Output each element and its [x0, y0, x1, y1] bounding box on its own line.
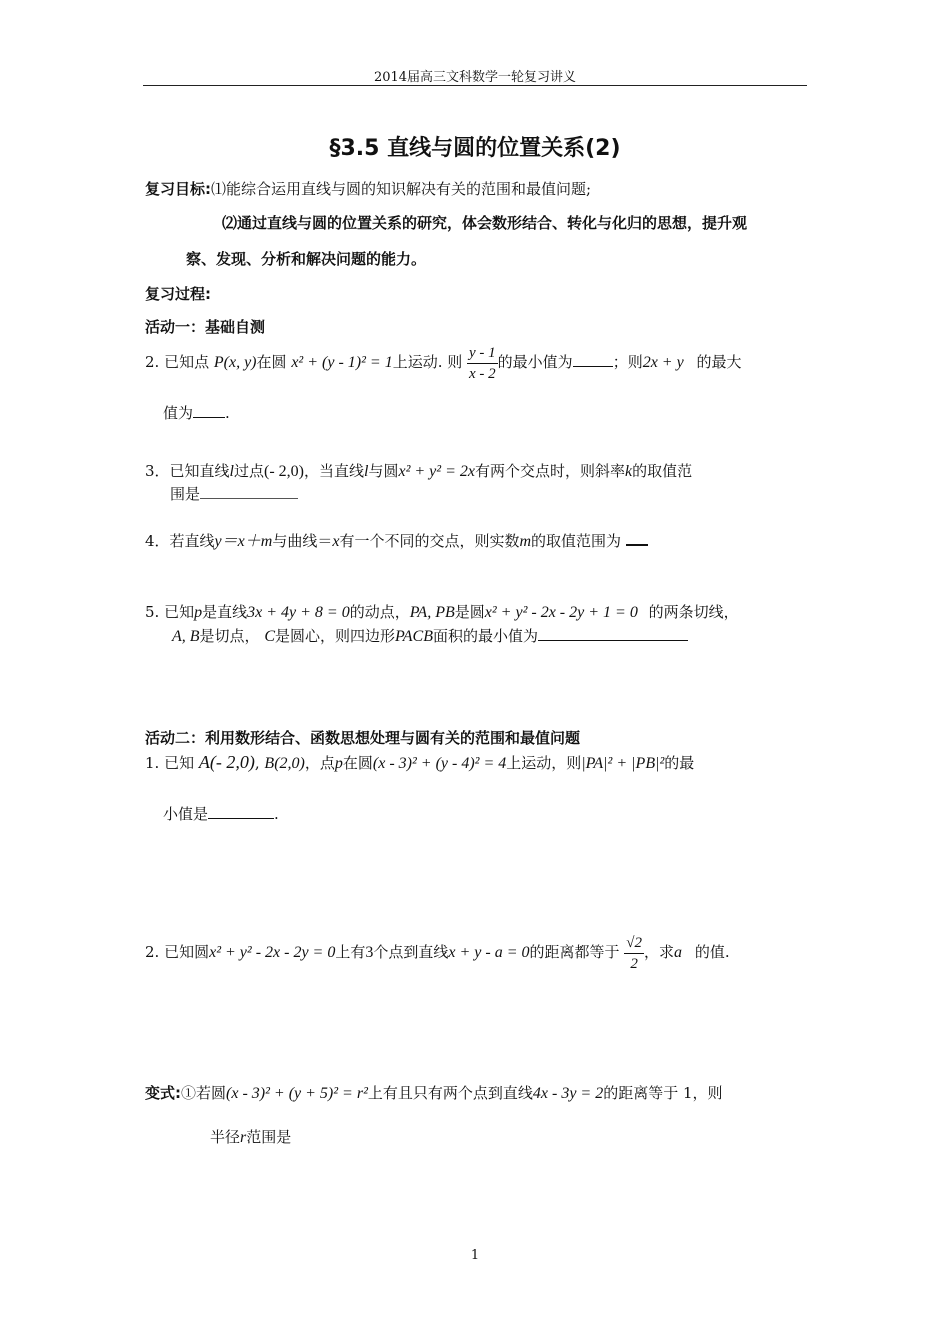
math-line: x + y - a = 0 — [448, 944, 530, 961]
fraction-numerator: √2 — [624, 933, 644, 954]
fraction-numerator: y - 1 — [467, 343, 498, 364]
math-line: 3x + 4y + 8 = 0 — [247, 604, 350, 621]
text: 5. 已知 — [145, 603, 195, 621]
math-quad: PACB — [395, 628, 433, 645]
math-var: a — [674, 944, 683, 961]
act1-problem-5 — [145, 601, 739, 622]
page-title: §3.5 直线与圆的位置关系(2) — [329, 136, 621, 161]
answer-blank[interactable] — [200, 484, 298, 499]
text: 与圆 — [368, 462, 399, 480]
text: 面积的最小值为 — [432, 627, 538, 645]
math-circle: x² + y² - 2x - 2y = 0 — [209, 944, 336, 961]
text: . — [225, 404, 230, 422]
text: 1. 已知 — [145, 754, 195, 772]
fraction-denominator: x - 2 — [469, 365, 496, 382]
act2-problem-2 — [145, 930, 730, 975]
act1-problem-2-cont — [163, 402, 230, 423]
text: 的最 — [664, 754, 695, 772]
text: 2. 已知点 — [145, 353, 210, 371]
math-line: 4x - 3y = 2 — [532, 1085, 604, 1102]
text: 个点到直线 — [373, 943, 449, 961]
act1-problem-2 — [145, 340, 742, 385]
math-var: x — [332, 533, 340, 550]
activity-2-title: 活动二：利用数形结合、函数思想处理与圆有关的范围和最值问题 — [145, 729, 581, 747]
text: 与曲线＝ — [272, 532, 333, 550]
math-point: (- 2,0) — [264, 463, 304, 480]
text: 4．若直线 — [145, 532, 215, 550]
text: 2. 已知圆 — [145, 943, 210, 961]
text: 的距离等于 1，则 — [603, 1084, 723, 1102]
math-number: 3 — [365, 944, 374, 961]
math-circle: x² + y² - 2x - 2y + 1 = 0 — [484, 604, 638, 621]
text: 上有 — [335, 943, 366, 961]
act2-problem-1-cont — [163, 803, 279, 824]
math-expression: |PA|² + |PB|² — [581, 755, 665, 772]
text: ①若圆 — [181, 1084, 227, 1102]
answer-blank[interactable] — [208, 804, 274, 819]
text: 的距离都等于 — [529, 943, 620, 961]
text: . — [274, 805, 279, 823]
text: 的两条切线， — [648, 603, 739, 621]
text: 半径 — [210, 1128, 241, 1146]
text: 的最小值为 — [497, 353, 573, 371]
text: 范围是 — [246, 1128, 292, 1146]
page-number: 1 — [470, 1248, 480, 1263]
math-expression: 2x + y — [642, 354, 684, 371]
math-var: l — [229, 463, 234, 480]
math-var: p — [194, 604, 203, 621]
activity-1-title: 活动一：基础自测 — [145, 318, 266, 336]
header-rule — [143, 85, 807, 86]
text: 上运动，则 — [506, 754, 582, 772]
math-var: k — [625, 463, 633, 480]
math-fraction — [624, 933, 644, 974]
math-circle: x² + (y - 1)² = 1 — [291, 354, 393, 371]
act1-problem-5-cont — [172, 625, 688, 646]
text: ，点 — [304, 754, 335, 772]
math-circle: (x - 3)² + (y + 5)² = r² — [226, 1085, 368, 1102]
text: 在圆 — [256, 353, 287, 371]
text: ，求 — [644, 943, 675, 961]
variant-1-cont — [210, 1126, 291, 1147]
math-var: p — [334, 755, 343, 772]
text: 上有且只有两个点到直线 — [367, 1084, 533, 1102]
text: ，当直线 — [304, 462, 365, 480]
math-point-a: A(- 2,0) — [198, 752, 255, 772]
variant-label: 变式: — [145, 1084, 181, 1102]
text: 值为 — [163, 404, 194, 422]
text: 围是 — [170, 485, 201, 503]
text: 的动点， — [349, 603, 410, 621]
goals-line-1 — [145, 178, 591, 199]
process-label: 复习过程: — [145, 285, 211, 303]
text: 上运动. 则 — [392, 353, 463, 371]
text: ；则 — [612, 353, 643, 371]
math-points: A, B — [172, 628, 200, 645]
text: 是切点， — [199, 627, 260, 645]
math-circle: (x - 3)² + (y - 4)² = 4 — [372, 755, 507, 772]
text: 的取值范 — [632, 462, 693, 480]
text: 的取值范围为 — [531, 532, 622, 550]
act1-problem-3-cont — [170, 483, 298, 504]
math-fraction — [467, 343, 498, 384]
math-var: l — [364, 463, 369, 480]
math-var: r — [240, 1129, 247, 1146]
math-var: m — [519, 533, 532, 550]
goal-2-line-a: ⑵通过直线与圆的位置关系的研究，体会数形结合、转化与化归的思想，提升观 — [222, 214, 748, 232]
math-circle: x² + y² = 2x — [398, 463, 475, 480]
page-header: 2014届高三文科数学一轮复习讲义 — [373, 70, 577, 85]
text: 有一个不同的交点，则实数 — [339, 532, 520, 550]
variant-1 — [145, 1082, 723, 1103]
text: 过点 — [234, 462, 265, 480]
fraction-denominator: 2 — [630, 955, 638, 972]
math-point-b: B(2,0) — [264, 755, 305, 772]
text: 是圆心，则四边形 — [275, 627, 396, 645]
math-tangents: PA, PB — [409, 604, 455, 621]
act2-problem-1: 1. 已知 A(- 2,0), B(2,0)，点p在圆(x - 3)² + (y - 4)² = 4上运动，则|PA|² + |PB|²的最 — [145, 752, 695, 772]
text: 有两个交点时，则斜率 — [474, 462, 625, 480]
text: 在圆 — [342, 754, 373, 772]
text: 的最大 — [696, 353, 742, 371]
goal-2-line-b: 察、发现、分析和解决问题的能力。 — [186, 250, 427, 268]
math-line: y＝x＋m — [214, 533, 273, 550]
goal-1: ⑴能综合运用直线与圆的知识解决有关的范围和最值问题; — [211, 180, 592, 198]
math-point: P(x, y) — [213, 354, 257, 371]
answer-blank[interactable] — [573, 352, 613, 367]
act1-problem-4 — [145, 528, 648, 551]
act1-problem-3 — [145, 460, 692, 481]
answer-blank[interactable] — [626, 530, 648, 546]
answer-blank[interactable] — [193, 403, 225, 418]
text: 是直线 — [202, 603, 248, 621]
answer-blank[interactable] — [538, 626, 688, 641]
math-var: C — [264, 628, 276, 645]
text: 小值是 — [163, 805, 209, 823]
goals-label: 复习目标: — [145, 180, 211, 198]
text: 是圆 — [454, 603, 485, 621]
text: 3．已知直线 — [145, 462, 230, 480]
text: 的值. — [694, 943, 730, 961]
